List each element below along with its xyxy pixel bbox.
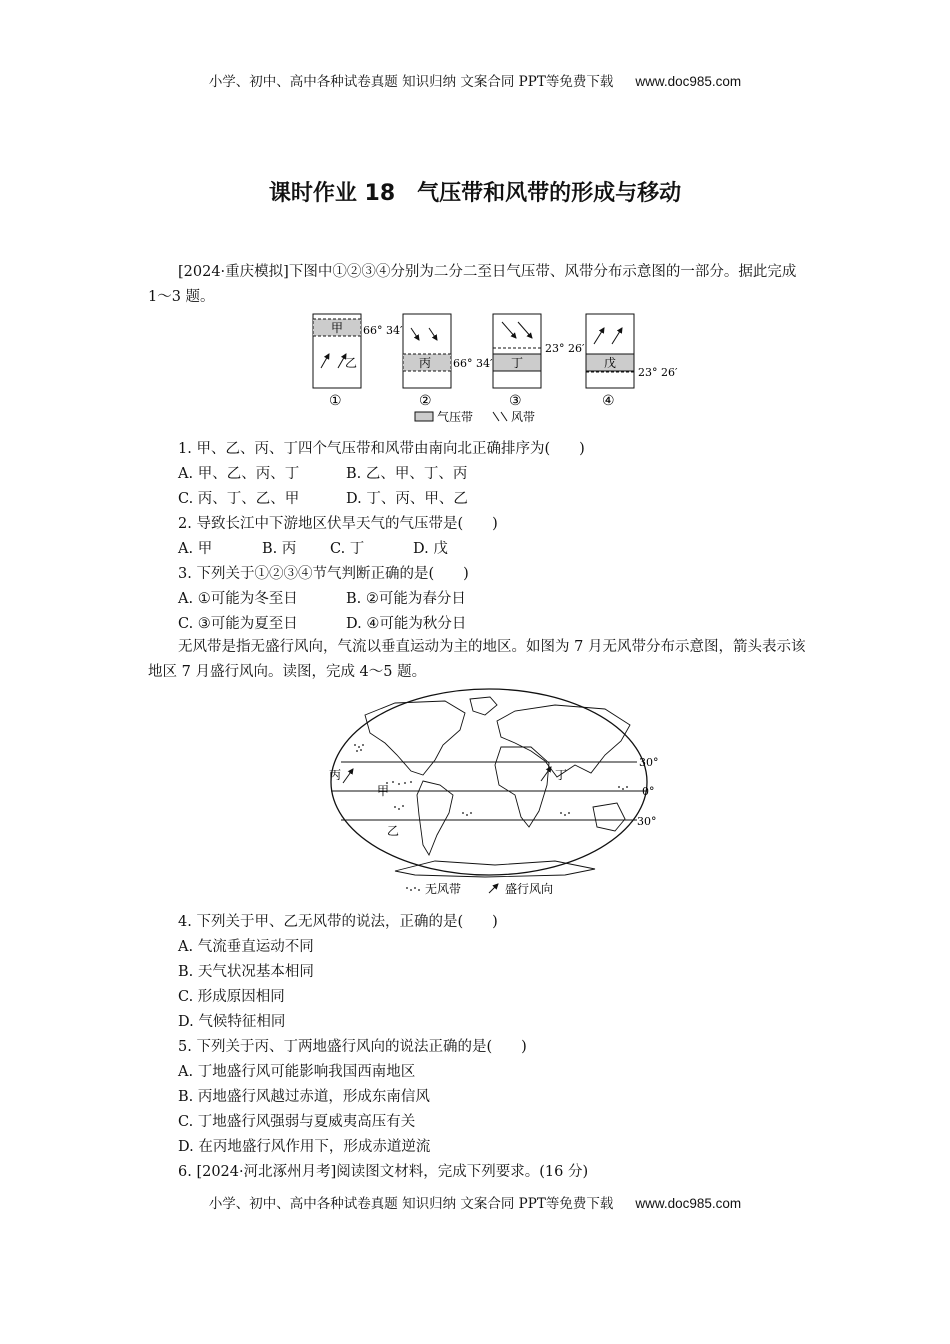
panel-1-num: ① <box>329 393 342 409</box>
intro-paragraph-2: 无风带是指无盛行风向，气流以垂直运动为主的地区。如图为 7 月无风带分布示意图，箭头表示该地区 7 月盛行风向。读图，完成 4～5 题。 <box>148 639 806 680</box>
world-map-figure <box>325 685 670 897</box>
q1-option-b: B. 乙、甲、丁、丙 <box>346 466 468 482</box>
panel-1-lat: 66° 34′ <box>363 324 403 337</box>
q4-option-c: C. 形成原因相同 <box>178 989 285 1005</box>
lat-30n: 30° <box>639 756 659 769</box>
legend-wind-label: 风带 <box>511 410 536 424</box>
page-title: 课时作业 18 气压带和风带的形成与移动 <box>268 181 682 206</box>
q5-option-b: B. 丙地盛行风越过赤道，形成东南信风 <box>178 1089 430 1105</box>
panel-3-num: ③ <box>509 393 522 409</box>
label-jia: 甲 <box>377 784 390 798</box>
q5-option-a: A. 丁地盛行风可能影响我国西南地区 <box>178 1064 416 1080</box>
intro-paragraph-1: [2024·重庆模拟]下图中①②③④分别为二分二至日气压带、风带分布示意图的一部分。据此完成 1～3 题。 <box>148 264 797 305</box>
q2-option-a: A. 甲 <box>178 541 213 557</box>
header-text: 小学、初中、高中各种试卷真题 知识归纳 文案合同 PPT等免费下载 <box>208 74 614 90</box>
q1-option-c: C. 丙、丁、乙、甲 <box>178 491 300 507</box>
footer-url[interactable]: www.doc985.com <box>635 1196 742 1211</box>
q4-option-b: B. 天气状况基本相同 <box>178 964 314 980</box>
q5-option-c: C. 丁地盛行风强弱与夏威夷高压有关 <box>178 1114 416 1130</box>
panel-1-band: 甲 <box>331 321 344 335</box>
question-2-stem: 2. 导致长江中下游地区伏旱天气的气压带是( ) <box>178 516 498 532</box>
question-1-stem: 1. 甲、乙、丙、丁四个气压带和风带由南向北正确排序为( ) <box>178 441 585 457</box>
label-ding: 丁 <box>555 768 568 782</box>
legend-calm <box>406 887 420 891</box>
panel-3-lat: 23° 26′ <box>545 342 585 355</box>
panel-4-lat: 23° 26′ <box>638 366 678 379</box>
legend-pressure-swatch <box>415 412 433 421</box>
q2-option-c: C. 丁 <box>330 541 365 557</box>
panel-1 <box>313 314 403 409</box>
panel-4-band: 戊 <box>604 356 617 370</box>
pressure-belt-figure <box>305 310 690 430</box>
q1-option-a: A. 甲、乙、丙、丁 <box>178 466 300 482</box>
q3-option-d: D. ④可能为秋分日 <box>346 616 467 632</box>
panel-2-num: ② <box>419 393 432 409</box>
label-yi: 乙 <box>387 824 400 838</box>
panel-2-band: 丙 <box>419 356 432 370</box>
question-6-stem: 6. [2024·河北涿州月考]阅读图文材料，完成下列要求。(16 分) <box>178 1164 589 1180</box>
page-footer <box>0 1192 950 1212</box>
panel-1-wind: 乙 <box>345 356 358 370</box>
q2-option-b: B. 丙 <box>262 541 297 557</box>
q3-option-a: A. ①可能为冬至日 <box>178 591 298 607</box>
header-url[interactable]: www.doc985.com <box>635 74 742 89</box>
q2-option-d: D. 戊 <box>413 541 448 557</box>
legend-wind-label: 盛行风向 <box>505 882 554 896</box>
q4-option-d: D. 气候特征相同 <box>178 1014 286 1030</box>
panel-2-lat: 66° 34′ <box>453 357 493 370</box>
footer-text: 小学、初中、高中各种试卷真题 知识归纳 文案合同 PPT等免费下载 <box>208 1196 614 1212</box>
panel-3 <box>493 314 585 409</box>
lat-0: 0° <box>642 785 655 798</box>
q5-option-d: D. 在丙地盛行风作用下，形成赤道逆流 <box>178 1139 431 1155</box>
question-4-stem: 4. 下列关于甲、乙无风带的说法，正确的是( ) <box>178 914 498 930</box>
panel-4 <box>586 314 678 409</box>
q3-option-b: B. ②可能为春分日 <box>346 591 466 607</box>
panel-2 <box>403 314 493 409</box>
label-bing: 丙 <box>329 768 342 782</box>
question-3-stem: 3. 下列关于①②③④节气判断正确的是( ) <box>178 566 469 582</box>
panel-4-num: ④ <box>602 393 615 409</box>
legend-pressure-label: 气压带 <box>437 410 474 424</box>
question-5-stem: 5. 下列关于丙、丁两地盛行风向的说法正确的是( ) <box>178 1039 527 1055</box>
q3-option-c: C. ③可能为夏至日 <box>178 616 298 632</box>
q4-option-a: A. 气流垂直运动不同 <box>178 939 314 955</box>
panel-3-band: 丁 <box>511 356 524 370</box>
lat-30s: 30° <box>637 815 657 828</box>
page-header <box>0 70 950 90</box>
q1-option-d: D. 丁、丙、甲、乙 <box>346 491 468 507</box>
legend-calm-label: 无风带 <box>425 882 462 896</box>
